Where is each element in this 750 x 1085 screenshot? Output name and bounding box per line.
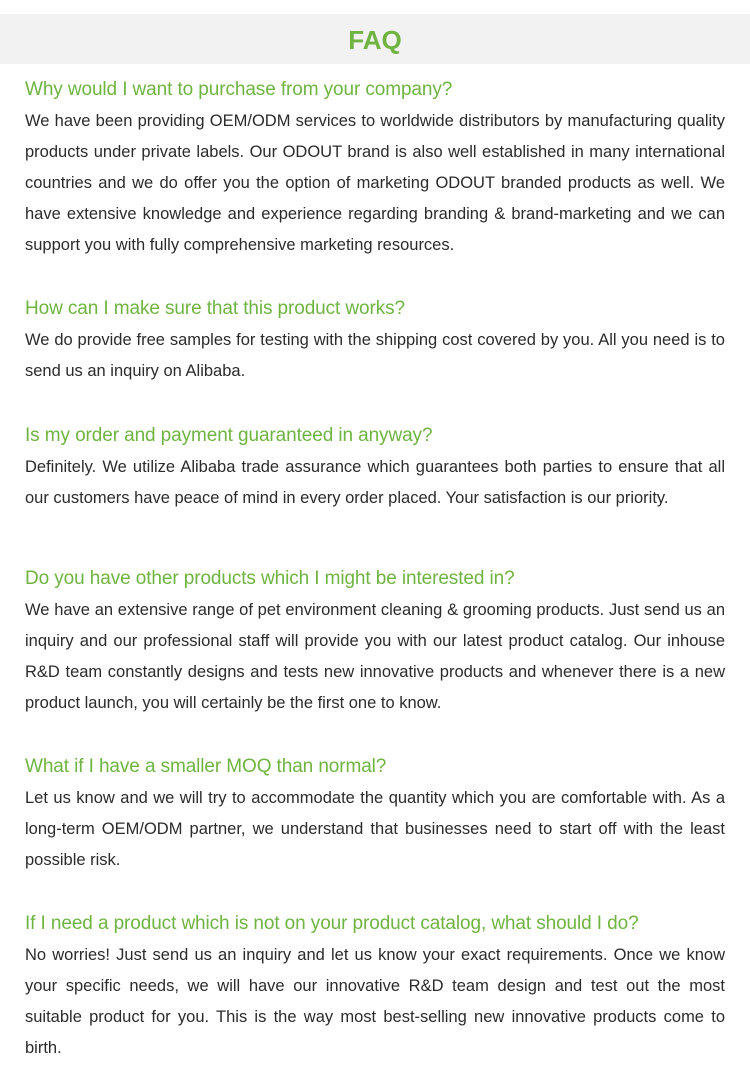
faq-question: Do you have other products which I might be interested in? (25, 568, 515, 589)
faq-item-why-purchase (25, 77, 725, 261)
faq-header-bar (0, 14, 750, 64)
page-title: FAQ (348, 25, 402, 55)
faq-answer: Let us know and we will try to accommodate the quantity which you are comfortable with. As a long-term OEM/ODM partner, we understand that businesses need to start off with the least possible risk. (25, 789, 725, 869)
faq-answer: We do provide free samples for testing with the shipping cost covered by you. All you need is to send us an inquiry on Alibaba. (25, 331, 725, 380)
faq-question: How can I make sure that this product works? (25, 298, 405, 319)
faq-answer: Definitely. We utilize Alibaba trade assurance which guarantees both parties to ensure that all our customers have peace of mind in every order placed. Your satisfaction is our priority. (25, 458, 725, 507)
faq-item-other-products (25, 566, 725, 719)
faq-answer: We have been providing OEM/ODM services to worldwide distributors by manufacturing quality products under private labels. Our ODOUT brand is also well established in many international countries and we do offer you the option of marketing ODOUT branded products as well. We have extensive knowledge and experience regarding branding & brand-marketing and we can support you with fully comprehensive marketing resources. (25, 112, 725, 254)
faq-item-custom-product (25, 911, 725, 1064)
faq-question: Why would I want to purchase from your company? (25, 79, 453, 100)
faq-item-product-works (25, 296, 725, 387)
faq-answer: No worries! Just send us an inquiry and let us know your exact requirements. Once we know your specific needs, we will have our innovative R&D team design and test out the most suitable product for you. This is the way most best-selling new innovative products come to birth. (25, 946, 725, 1057)
faq-question: If I need a product which is not on your product catalog, what should I do? (25, 913, 639, 934)
faq-question: What if I have a smaller MOQ than normal? (25, 756, 387, 777)
faq-item-smaller-moq (25, 754, 725, 876)
faq-answer: We have an extensive range of pet environment cleaning & grooming products. Just send us an inquiry and our professional staff will provide you with our latest product catalog. Our inhouse R&D team constantly designs and tests new innovative products and whenever there is a new product launch, you will certainly be the first one to know. (25, 601, 725, 712)
faq-question: Is my order and payment guaranteed in anyway? (25, 425, 433, 446)
faq-item-payment-guaranteed (25, 423, 725, 514)
